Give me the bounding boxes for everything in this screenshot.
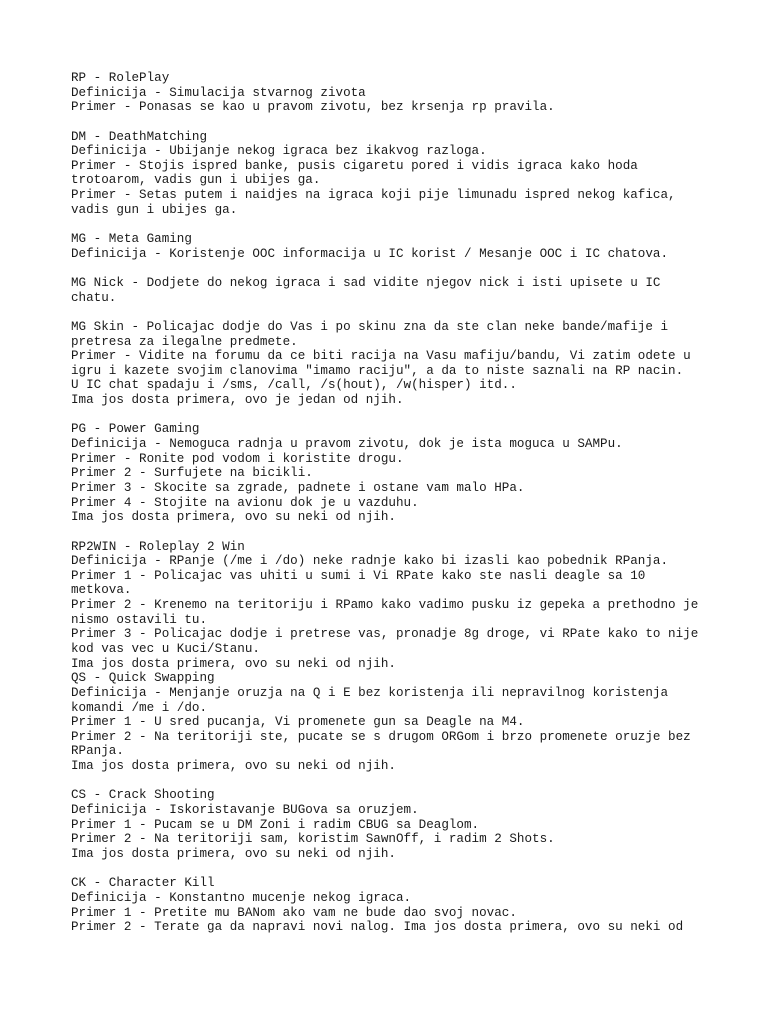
- text-line: Definicija - Koristenje OOC informacija u IC korist / Mesanje OOC i IC chatova.: [71, 246, 669, 261]
- text-line: Ima jos dosta primera, ovo je jedan od njih.: [71, 393, 404, 408]
- blank-line: [71, 217, 761, 232]
- text-line: RP - RolePlay: [71, 71, 170, 85]
- text-line: Definicija - Ubijanje nekog igraca bez ikakvog razloga.: [71, 144, 487, 159]
- text-line: Definicija - RPanje (/me i /do) neke radnje kako bi izasli kao pobednik RPanja.: [71, 554, 669, 569]
- text-line: pretresa za ilegalne predmete.: [71, 334, 298, 349]
- text-line: metkova.: [71, 583, 132, 598]
- text-line: Definicija - Simulacija stvarnog zivota: [71, 85, 366, 100]
- text-line: Definicija - Iskoristavanje BUGova sa oruzjem.: [71, 803, 419, 818]
- text-line: MG Nick - Dodjete do nekog igraca i sad vidite njegov nick i isti upisete u IC: [71, 275, 661, 290]
- text-line: CS - Crack Shooting: [71, 788, 215, 803]
- text-line: Primer 1 - U sred pucanja, Vi promenete gun sa Deagle na M4.: [71, 715, 525, 730]
- text-line: Primer 2 - Surfujete na bicikli.: [71, 466, 313, 481]
- text-line: kod vas vec u Kuci/Stanu.: [71, 641, 260, 656]
- text-line: Primer 4 - Stojite na avionu dok je u vazduhu.: [71, 495, 419, 510]
- text-line: QS - Quick Swapping: [71, 671, 215, 686]
- text-line: RPanja.: [71, 744, 124, 759]
- text-line: MG - Meta Gaming: [71, 232, 192, 247]
- text-line: Primer - Setas putem i naidjes na igraca koji pije limunadu ispred nekog kafica,: [71, 188, 676, 203]
- text-line: Primer 2 - Na teritoriji sam, koristim SawnOff, i radim 2 Shots.: [71, 832, 555, 847]
- text-line: Definicija - Nemoguca radnja u pravom zivotu, dok je ista moguca u SAMPu.: [71, 437, 623, 452]
- text-line: Primer 1 - Policajac vas uhiti u sumi i Vi RPate kako ste nasli deagle sa 10: [71, 568, 646, 583]
- document-page: [71, 71, 761, 935]
- text-line: komandi /me i /do.: [71, 700, 208, 715]
- text-line: Primer - Ronite pod vodom i koristite drogu.: [71, 451, 404, 466]
- text-line: trotoarom, vadis gun i ubijes ga.: [71, 173, 321, 188]
- text-line: Primer 2 - Krenemo na teritoriju i RPamo kako vadimo pusku iz gepeka a prethodno je: [71, 598, 699, 613]
- blank-line: [71, 305, 761, 320]
- text-line: MG Skin - Policajac dodje do Vas i po skinu zna da ste clan neke bande/mafije i: [71, 319, 669, 334]
- text-line: nismo ostavili tu.: [71, 612, 208, 627]
- text-line: chatu.: [71, 290, 117, 305]
- blank-line: [71, 261, 761, 276]
- text-line: Ima jos dosta primera, ovo su neki od njih.: [71, 846, 396, 861]
- text-line: Primer 3 - Policajac dodje i pretrese vas, pronadje 8g droge, vi RPate kako to nije: [71, 627, 699, 642]
- text-line: Definicija - Menjanje oruzja na Q i E bez koristenja ili nepravilnog koristenja: [71, 685, 669, 700]
- blank-line: [71, 525, 761, 540]
- text-line: igru i kazete svojim clanovima "imamo raciju", a da to niste saznali na RP nacin.: [71, 363, 684, 378]
- text-line: RP2WIN - Roleplay 2 Win: [71, 539, 245, 554]
- text-line: DM - DeathMatching: [71, 129, 208, 144]
- blank-line: [71, 408, 761, 423]
- text-line: Definicija - Konstantno mucenje nekog igraca.: [71, 890, 412, 905]
- text-line: CK - Character Kill: [71, 876, 215, 891]
- text-line: Primer - Stojis ispred banke, pusis cigaretu pored i vidis igraca kako hoda: [71, 158, 638, 173]
- text-line: Primer 1 - Pucam se u DM Zoni i radim CBUG sa Deaglom.: [71, 817, 480, 832]
- text-line: PG - Power Gaming: [71, 422, 200, 437]
- text-line: Primer 3 - Skocite sa zgrade, padnete i ostane vam malo HPa.: [71, 480, 525, 495]
- text-line: Ima jos dosta primera, ovo su neki od njih.: [71, 510, 396, 525]
- text-line: vadis gun i ubijes ga.: [71, 202, 238, 217]
- text-line: Primer 2 - Na teritoriji ste, pucate se s drugom ORGom i brzo promenete oruzje bez: [71, 729, 691, 744]
- text-line: Ima jos dosta primera, ovo su neki od njih.: [71, 759, 396, 774]
- text-line: U IC chat spadaju i /sms, /call, /s(hout), /w(hisper) itd..: [71, 378, 517, 393]
- text-line: Ima jos dosta primera, ovo su neki od njih.: [71, 656, 396, 671]
- blank-line: [71, 774, 761, 789]
- blank-line: [71, 115, 761, 130]
- text-line: Primer 2 - Terate ga da napravi novi nalog. Ima jos dosta primera, ovo su neki od: [71, 920, 684, 935]
- text-line: Primer 1 - Pretite mu BANom ako vam ne bude dao svoj novac.: [71, 905, 517, 920]
- blank-line: [71, 862, 761, 877]
- text-line: Primer - Ponasas se kao u pravom zivotu, bez krsenja rp pravila.: [71, 100, 555, 115]
- text-line: Primer - Vidite na forumu da ce biti racija na Vasu mafiju/bandu, Vi zatim odete u: [71, 349, 691, 364]
